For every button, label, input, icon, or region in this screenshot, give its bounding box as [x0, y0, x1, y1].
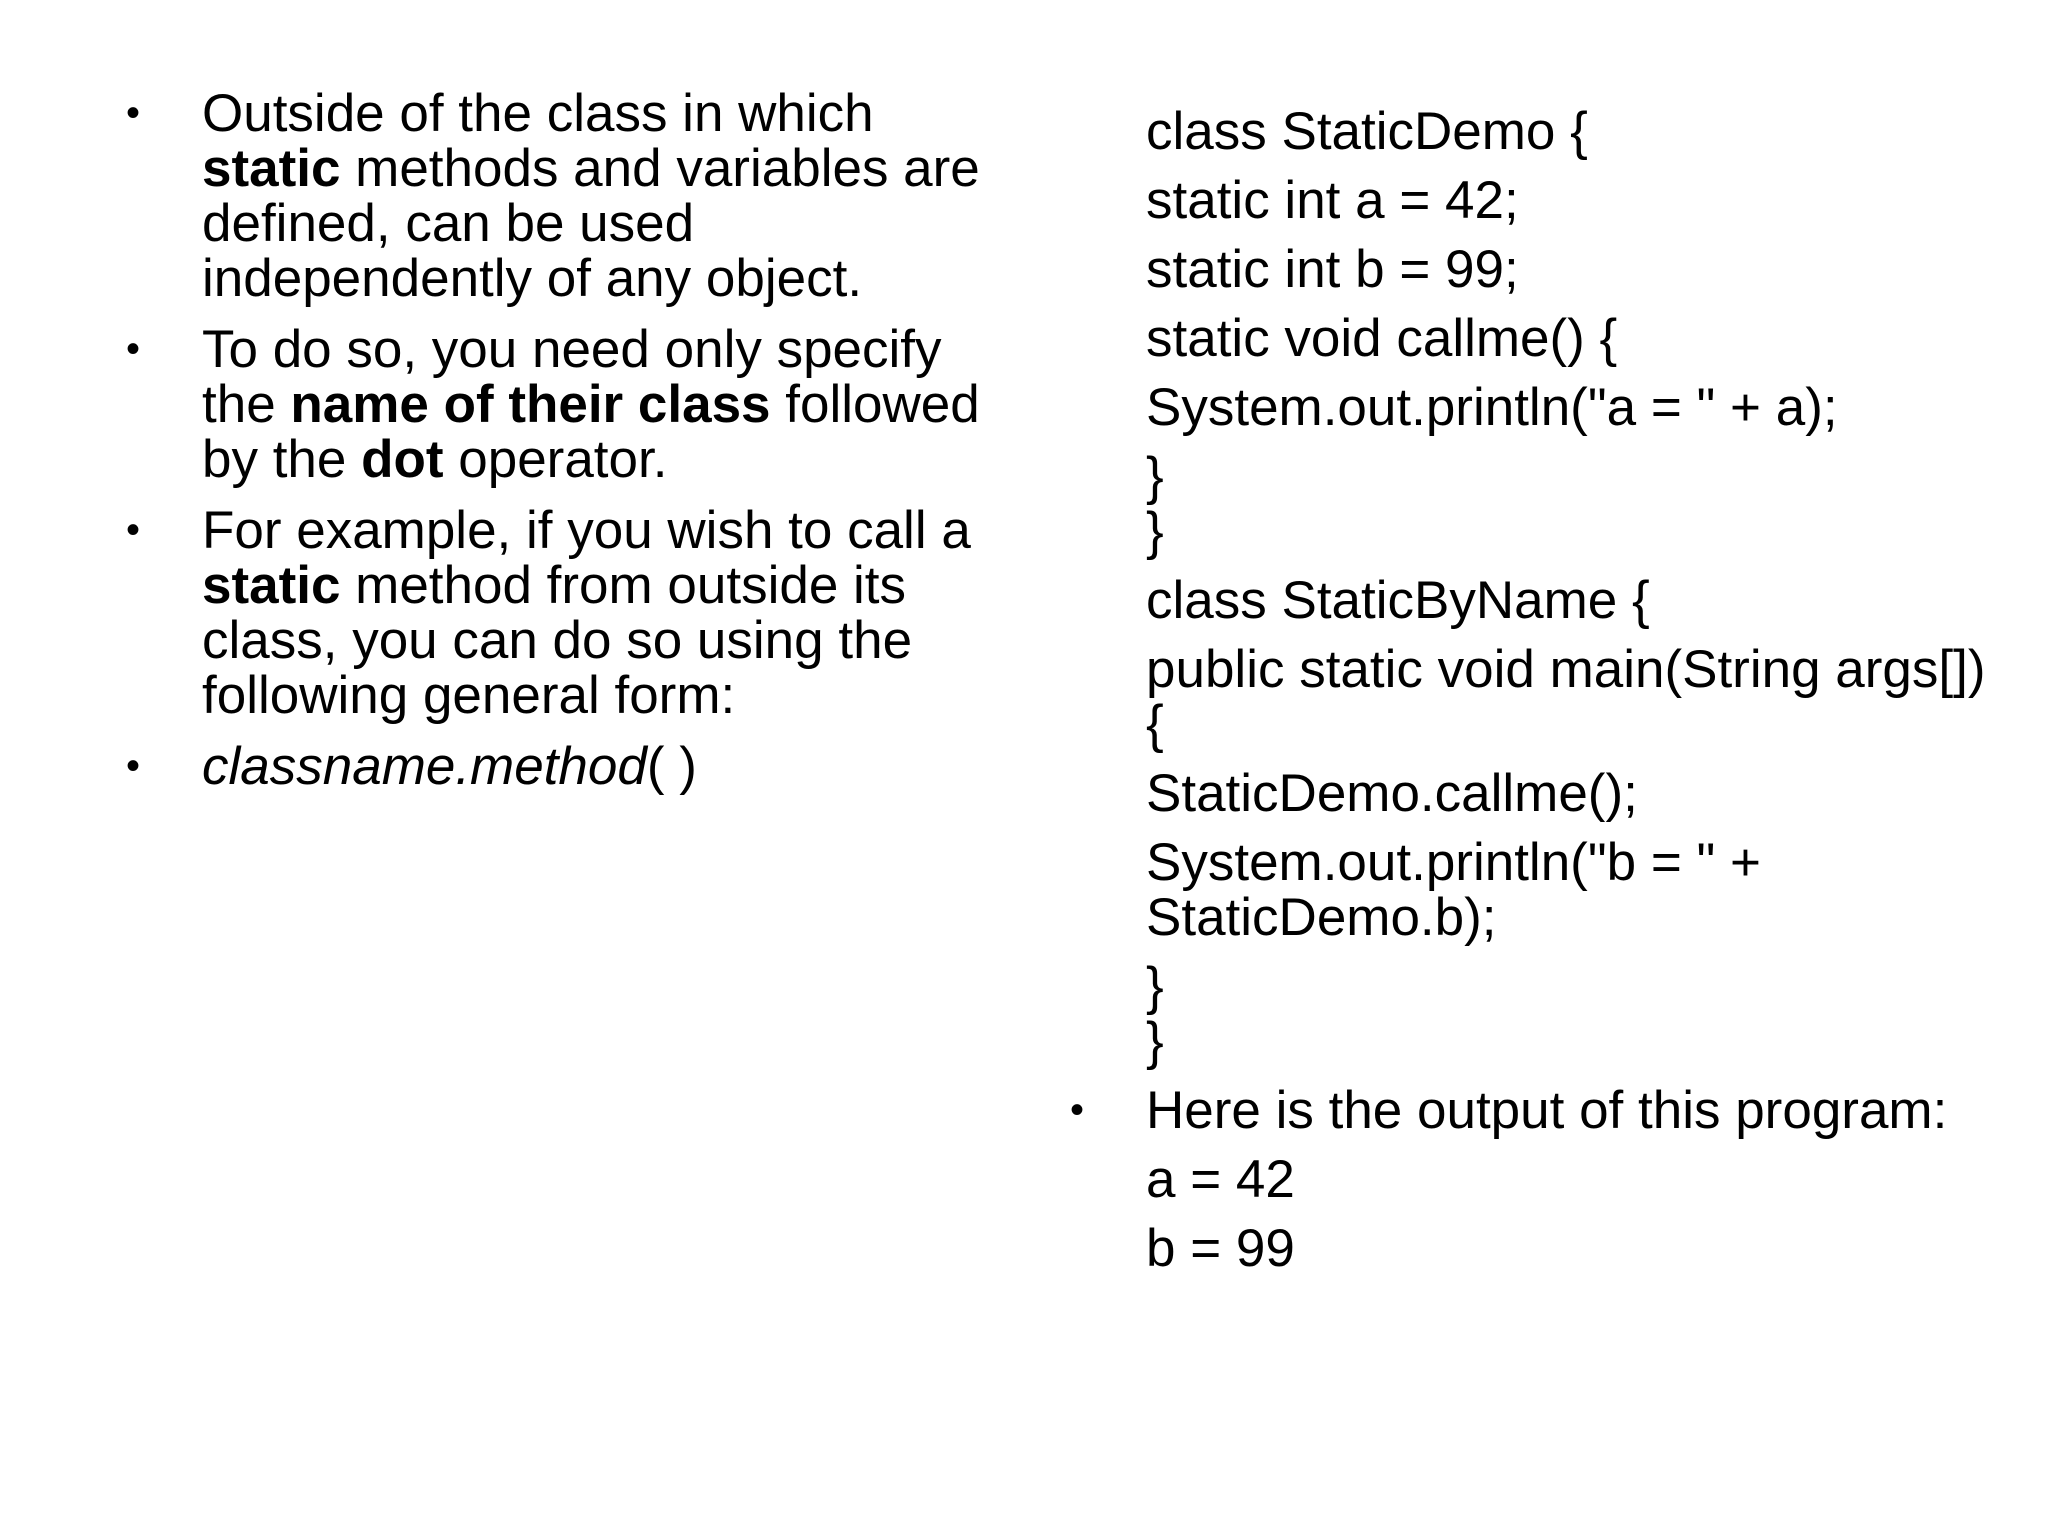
left-bullet-list [120, 86, 1020, 810]
bullet-dot: • [126, 508, 141, 552]
bullet-dot: • [126, 327, 141, 371]
code-line: } [1146, 1012, 1164, 1071]
right-code-list [1070, 104, 2010, 1290]
bullet-emphasis-dot: dot [361, 430, 444, 489]
code-line: System.out.println("a = " + a); [1146, 378, 1838, 437]
bullet-text: operator. [443, 430, 668, 489]
code-line: public static void main(String args[]) { [1146, 640, 1986, 754]
code-line: static int b = 99; [1146, 240, 1519, 299]
code-line: StaticDemo.callme(); [1146, 764, 1638, 823]
bullet-emphasis-class-name: name of their class [290, 375, 771, 434]
bullet-dot: • [126, 744, 141, 788]
code-block [1070, 104, 2010, 1069]
bullet-text: followed by the [202, 375, 980, 489]
bullet-item-static-outside [120, 86, 1020, 306]
bullet-item-example [120, 503, 1020, 723]
bullet-text: For example, if you wish to call a [202, 501, 971, 560]
general-form-classname-method: classname.method [202, 737, 647, 796]
bullet-text: To do so, you need only specify the [202, 320, 942, 434]
code-line: class StaticDemo { [1146, 102, 1588, 161]
code-line: } [1146, 957, 1164, 1016]
code-line: class StaticByName { [1146, 571, 1650, 630]
code-line: static void callme() { [1146, 309, 1618, 368]
output-heading: Here is the output of this program: [1146, 1081, 1948, 1140]
bullet-emphasis-static: static [202, 139, 341, 198]
code-line: } [1146, 502, 1164, 561]
output-line: b = 99 [1146, 1219, 1295, 1278]
bullet-emphasis-static: static [202, 556, 341, 615]
bullet-text: Outside of the class in which [202, 84, 874, 143]
bullet-dot: • [126, 91, 141, 135]
bullet-item-output [1070, 1083, 2010, 1276]
general-form-parens: ( ) [646, 737, 697, 796]
code-line: static int a = 42; [1146, 171, 1519, 230]
code-line: System.out.println("b = " + StaticDemo.b); [1146, 833, 1762, 947]
bullet-item-class-dot [120, 322, 1020, 487]
bullet-dot: • [1070, 1088, 1085, 1132]
bullet-item-general-form [120, 739, 1020, 794]
output-line: a = 42 [1146, 1150, 1295, 1209]
bullet-text: methods and variables are defined, can be used independently of any object. [202, 139, 980, 308]
bullet-text: method from outside its class, you can do so using the following general form: [202, 556, 913, 725]
code-line: } [1146, 447, 1164, 506]
